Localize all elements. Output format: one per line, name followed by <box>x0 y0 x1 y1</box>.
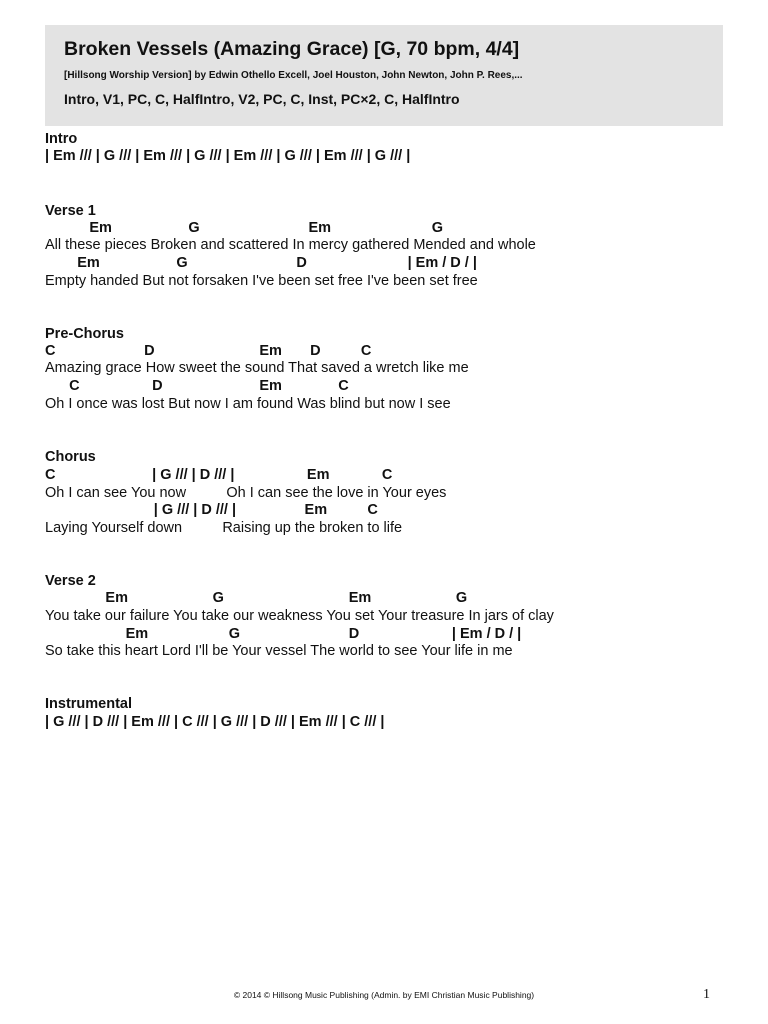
verse-2-chord-line-2: Em G D | Em / D / | <box>45 626 522 642</box>
pre-chorus-chord-line-2: C D Em C <box>45 378 349 394</box>
verse-2-lyric-line-1: You take our failure You take our weakness You set Your treasure In jars of clay <box>45 608 554 624</box>
song-order: Intro, V1, PC, C, HalfIntro, V2, PC, C, Inst, PC×2, C, HalfIntro <box>64 91 460 107</box>
pre-chorus-lyric-line-2: Oh I once was lost But now I am found Was blind but now I see <box>45 396 451 412</box>
verse-2-lyric-line-2: So take this heart Lord I'll be Your vessel The world to see Your life in me <box>45 643 513 659</box>
chorus-lyric-line-1: Oh I can see You now Oh I can see the love in Your eyes <box>45 485 447 501</box>
section-label-pre-chorus: Pre-Chorus <box>45 326 124 342</box>
song-title: Broken Vessels (Amazing Grace) [G, 70 bpm, 4/4] <box>64 38 520 60</box>
song-credits: [Hillsong Worship Version] by Edwin Othello Excell, Joel Houston, John Newton, John P. Rees,... <box>64 70 523 81</box>
section-label-intro: Intro <box>45 131 78 147</box>
verse-1-lyric-line-2: Empty handed But not forsaken I've been set free I've been set free <box>45 273 478 289</box>
song-header <box>45 25 723 126</box>
pre-chorus-lyric-line-1: Amazing grace How sweet the sound That saved a wretch like me <box>45 360 469 376</box>
section-label-chorus: Chorus <box>45 449 96 465</box>
intro-chords: | Em /// | G /// | Em /// | G /// | Em /// | G /// | Em /// | G /// | <box>45 148 411 164</box>
chorus-chord-line-2: | G /// | D /// | Em C <box>45 502 378 518</box>
section-label-verse-1: Verse 1 <box>45 203 96 219</box>
chorus-chord-line-1: C | G /// | D /// | Em C <box>45 467 393 483</box>
copyright-footer: © 2014 © Hillsong Music Publishing (Admin. by EMI Christian Music Publishing) <box>233 990 535 1000</box>
chorus-lyric-line-2: Laying Yourself down Raising up the broken to life <box>45 520 403 536</box>
verse-1-lyric-line-1: All these pieces Broken and scattered In mercy gathered Mended and whole <box>45 237 536 253</box>
verse-1-chord-line-1: Em G Em G <box>45 220 444 236</box>
section-label-verse-2: Verse 2 <box>45 573 96 589</box>
section-label-instrumental: Instrumental <box>45 696 133 712</box>
verse-2-chord-line-1: Em G Em G <box>45 590 468 606</box>
instrumental-chords: | G /// | D /// | Em /// | C /// | G /// | D /// | Em /// | C /// | <box>45 714 385 730</box>
verse-1-chord-line-2: Em G D | Em / D / | <box>45 255 477 271</box>
pre-chorus-chord-line-1: C D Em D C <box>45 343 372 359</box>
page-number: 1 <box>703 987 710 1002</box>
